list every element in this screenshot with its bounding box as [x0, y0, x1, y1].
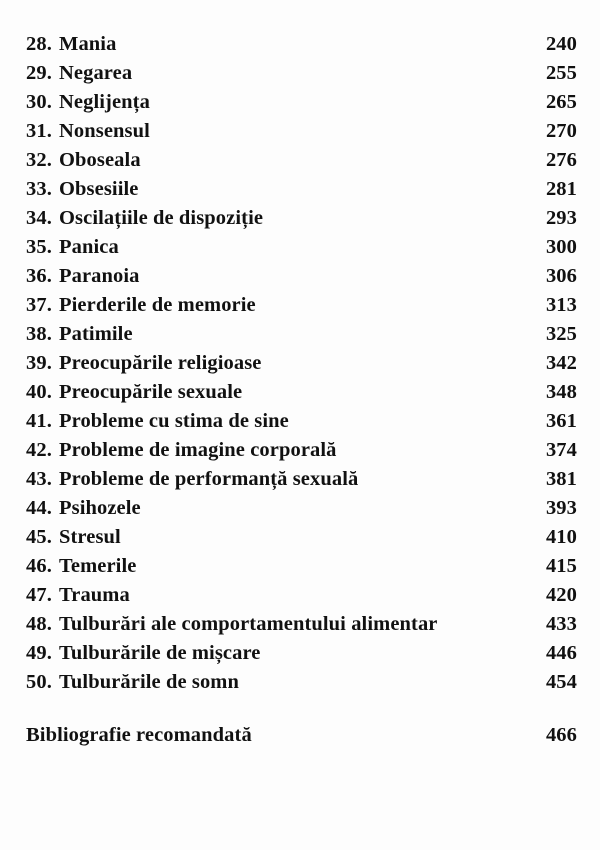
toc-entry-number: 35. — [26, 236, 52, 258]
toc-entry-page-number: 374 — [545, 439, 577, 461]
toc-entry-title: Preocupările religioase — [59, 352, 262, 374]
toc-entry — [26, 465, 358, 494]
toc-entry-number: 33. — [26, 178, 52, 200]
toc-entry-number: 48. — [26, 613, 52, 635]
toc-entry — [26, 523, 121, 552]
toc-entry-page-number: 410 — [545, 526, 577, 548]
toc-entry-number: 28. — [26, 33, 52, 55]
toc-entry — [26, 146, 141, 175]
toc-entry-title: Negarea — [59, 62, 133, 84]
toc-entry — [26, 59, 132, 88]
toc-entry — [26, 494, 141, 523]
toc-entry-title: Tulburări ale comportamentului alimentar — [59, 613, 438, 635]
toc-entry-number: 46. — [26, 555, 52, 577]
toc-entry-title: Pierderile de memorie — [59, 294, 256, 316]
toc-entry-number: 29. — [26, 62, 52, 84]
toc-entry — [26, 721, 252, 750]
toc-entry-number: 43. — [26, 468, 52, 490]
toc-entry — [26, 349, 262, 378]
toc-entry-title: Probleme de imagine corporală — [59, 439, 337, 461]
toc-entry-number: 41. — [26, 410, 52, 432]
toc-entry-page-number: 393 — [545, 497, 577, 519]
toc-row[interactable] — [26, 639, 577, 668]
toc-row[interactable] — [26, 204, 577, 233]
toc-row[interactable] — [26, 436, 577, 465]
toc-entry-number: 42. — [26, 439, 52, 461]
toc-entry-number: 31. — [26, 120, 52, 142]
toc-entry-page-number: 433 — [545, 613, 577, 635]
toc-entry-title: Oscilațiile de dispoziție — [59, 207, 264, 229]
toc-entry — [26, 233, 119, 262]
toc-entry-page-number: 361 — [545, 410, 577, 432]
toc-entry-page-number: 265 — [545, 91, 577, 113]
toc-row[interactable] — [26, 320, 577, 349]
toc-entry-page-number: 420 — [545, 584, 577, 606]
toc-row[interactable] — [26, 88, 577, 117]
toc-row[interactable] — [26, 291, 577, 320]
toc-entry — [26, 436, 337, 465]
toc-row[interactable] — [26, 117, 577, 146]
toc-entry-number: 32. — [26, 149, 52, 171]
toc-row[interactable] — [26, 233, 577, 262]
toc-row[interactable] — [26, 378, 577, 407]
toc-entry-page-number: 255 — [545, 62, 577, 84]
toc-entry-page-number: 454 — [545, 671, 577, 693]
toc-entry-title: Neglijența — [59, 91, 150, 113]
toc-entry-number: 37. — [26, 294, 52, 316]
toc-row[interactable] — [26, 494, 577, 523]
toc-entry-page-number: 313 — [545, 294, 577, 316]
toc-entry-page-number: 348 — [545, 381, 577, 403]
toc-entry-title: Bibliografie recomandată — [26, 724, 252, 746]
toc-entry-number: 39. — [26, 352, 52, 374]
toc-entry-title: Trauma — [59, 584, 130, 606]
toc-entry-list — [26, 30, 577, 697]
toc-entry-page-number: 446 — [545, 642, 577, 664]
toc-entry-title: Patimile — [59, 323, 133, 345]
toc-entry — [26, 581, 130, 610]
toc-entry-number: 49. — [26, 642, 52, 664]
toc-entry-title: Preocupările sexuale — [59, 381, 243, 403]
toc-entry — [26, 610, 438, 639]
toc-entry-number: 40. — [26, 381, 52, 403]
toc-entry-page-number: 306 — [545, 265, 577, 287]
toc-entry-title: Paranoia — [59, 265, 140, 287]
toc-row[interactable] — [26, 465, 577, 494]
toc-row[interactable] — [26, 349, 577, 378]
toc-entry-title: Probleme de performanță sexuală — [59, 468, 359, 490]
toc-entry-number: 45. — [26, 526, 52, 548]
toc-entry-page-number: 270 — [545, 120, 577, 142]
toc-entry-title: Tulburările de mișcare — [59, 642, 261, 664]
toc-row[interactable] — [26, 30, 577, 59]
toc-entry-page-number: 466 — [545, 724, 577, 746]
toc-entry-title: Psihozele — [59, 497, 141, 519]
toc-entry-title: Oboseala — [59, 149, 141, 171]
toc-entry-number: 36. — [26, 265, 52, 287]
toc-row[interactable] — [26, 610, 577, 639]
toc-entry — [26, 30, 116, 59]
toc-entry-number: 47. — [26, 584, 52, 606]
toc-entry-number: 44. — [26, 497, 52, 519]
toc-entry-page-number: 300 — [545, 236, 577, 258]
toc-entry-page-number: 240 — [545, 33, 577, 55]
toc-entry — [26, 175, 139, 204]
toc-entry-number: 34. — [26, 207, 52, 229]
toc-entry-page-number: 381 — [545, 468, 577, 490]
toc-entry-title: Obsesiile — [59, 178, 139, 200]
toc-entry-page-number: 325 — [545, 323, 577, 345]
toc-entry-title: Probleme cu stima de sine — [59, 410, 289, 432]
toc-entry-title: Panica — [59, 236, 119, 258]
toc-entry-page-number: 293 — [545, 207, 577, 229]
toc-row[interactable] — [26, 146, 577, 175]
toc-entry-page-number: 415 — [545, 555, 577, 577]
toc-entry — [26, 291, 256, 320]
toc-entry — [26, 552, 136, 581]
toc-row[interactable] — [26, 668, 577, 697]
toc-entry-number: 50. — [26, 671, 52, 693]
toc-entry-title: Temerile — [59, 555, 137, 577]
toc-entry-title: Mania — [59, 33, 117, 55]
toc-row[interactable] — [26, 523, 577, 552]
toc-entry — [26, 204, 263, 233]
toc-entry-title: Stresul — [59, 526, 121, 548]
toc-entry — [26, 320, 133, 349]
toc-entry-page-number: 276 — [545, 149, 577, 171]
toc-entry — [26, 668, 239, 697]
toc-section-list — [26, 721, 577, 750]
toc-entry-title: Tulburările de somn — [59, 671, 239, 693]
toc-entry — [26, 117, 150, 146]
toc-row[interactable] — [26, 175, 577, 204]
toc-section-spacer — [26, 697, 577, 721]
toc-entry-number: 30. — [26, 91, 52, 113]
toc-entry-title: Nonsensul — [59, 120, 150, 142]
toc-section-row[interactable] — [26, 721, 577, 750]
toc-entry — [26, 639, 261, 668]
toc-entry-number: 38. — [26, 323, 52, 345]
toc-row[interactable] — [26, 581, 577, 610]
toc-row[interactable] — [26, 59, 577, 88]
toc-row[interactable] — [26, 552, 577, 581]
toc-entry — [26, 378, 242, 407]
toc-entry — [26, 88, 150, 117]
toc-entry — [26, 407, 289, 436]
toc-row[interactable] — [26, 407, 577, 436]
toc-entry-page-number: 342 — [545, 352, 577, 374]
toc-entry-page-number: 281 — [545, 178, 577, 200]
toc-row[interactable] — [26, 262, 577, 291]
toc-entry — [26, 262, 140, 291]
